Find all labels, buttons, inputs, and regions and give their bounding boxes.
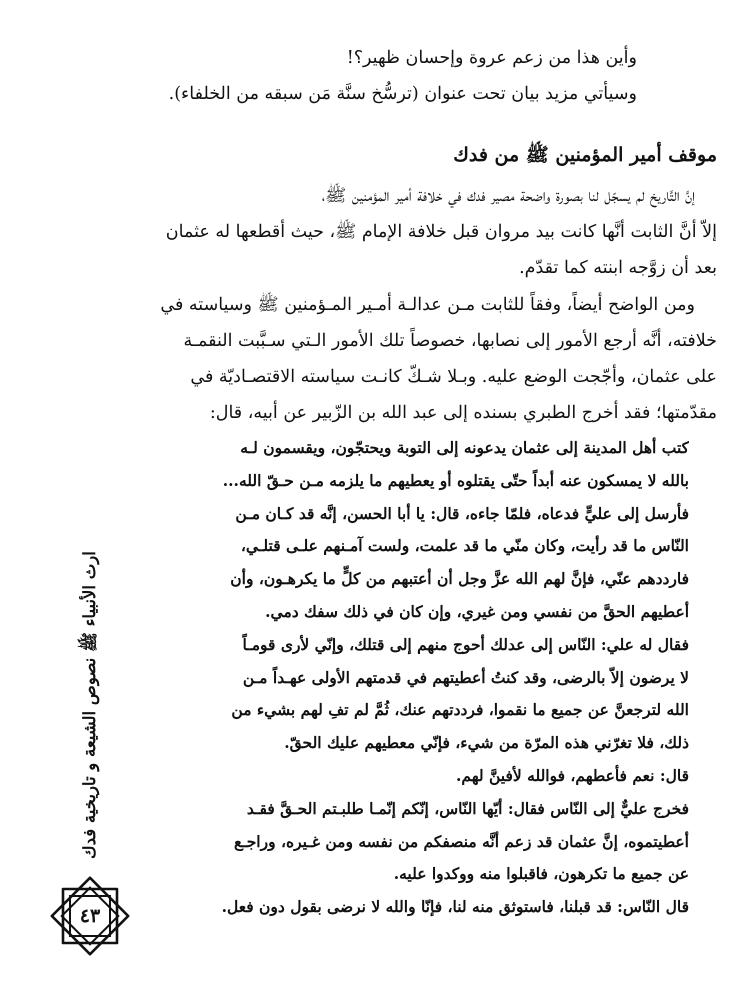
intro-text	[150, 40, 717, 112]
quote-line: فارددهم عنّي، فإنَّ لهم الله عزَّ وجل أن أعتبهم من كلٍّ ما يكرهـون، وأن	[230, 569, 689, 589]
paragraph-line: مقدّمتها؛ فقد أخرج الطبري بسنده إلى عبد الله بن الزّبير عن أبيه، قال:	[209, 403, 717, 423]
quote-line: فأرسل إلى عليٍّ فدعاه، فلمّا جاءه، قال: يا أبا الحسن، إنَّه قد كـان مـن	[235, 503, 689, 523]
page-number-badge	[47, 873, 133, 959]
quote-line: أعطيهم الحقَّ من نفسي ومن غيري، وإن كان في ذلك سفك دمي.	[265, 601, 689, 621]
page-number: ٤٣	[79, 905, 101, 927]
paragraph-line: بعد أن زوَّجه ابنته كما تقدّم.	[519, 258, 717, 278]
quote-line: أعطيتموه، إنَّ عثمان قد زعم أنَّه منصفكم من نفسه ومن غـيره، وراجـع	[233, 831, 689, 851]
quote-line: الله لترجعنَّ عن جميع ما نقموا، فرددتهم عنك، ثُمَّ لم تفِ لهم بشيء من	[231, 700, 689, 720]
quote-line: قال النّاس: قد قبلنا، فاستوثق منه لنا، فإنّا والله لا نرضى بقول دون فعل.	[221, 897, 689, 917]
running-title: ارث الأنبياء ﷺ نصوص الشيعة و تاريخية فدك	[80, 551, 99, 859]
section-heading: موقف أمير المؤمنين ﷺ من فدك	[453, 144, 717, 166]
paragraph-line: إنَّ التَّاريخ لم يسجّل لنا بصورة واضحة مصير فدك في خلافة أمير المؤمنين ﷺ،	[321, 186, 695, 206]
quote-line: كتب أهل المدينة إلى عثمان يدعونه إلى التوبة ويحتجّون، ويقسمون لـه	[240, 438, 689, 457]
intro-line: وأين هذا من زعم عروة وإحسان ظهير؟!	[346, 48, 637, 68]
paragraph-line: خلافته، أنَّه أرجع الأمور إلى نصابها، خصوصاً تلك الأمور الـتي سـبَّبت النقمـة	[183, 331, 717, 351]
intro-line: وسيأتي مزيد بيان تحت عنوان (ترسُّخ سنَّة مَن سبقه من الخلفاء).	[168, 84, 637, 104]
quote-line: قال: نعم فأعطهم، فوالله لأفينَّ لهم.	[456, 765, 689, 785]
quote-line: فقال له علي: النّاس إلى عدلك أحوج منهم إلى قتلك، وإنّي لأرى قومـاً	[242, 634, 689, 654]
paragraph-1	[150, 178, 717, 286]
paragraph-2	[150, 287, 717, 431]
quote-line: ذلك، فلا تغرّني هذه المرّة من شيء، فإنّي معطيهم عليك الحقّ.	[284, 733, 689, 753]
paragraph-line: إلاّ أنَّ الثابت أنَّها كانت بيد مروان قبل خلافة الإمام ﷺ، حيث أقطعها له عثمان	[165, 222, 717, 242]
quotation-block	[157, 432, 689, 924]
quote-line: لا يرضون إلاّ بالرضى، وقد كنتُ أعطيتهم في قدمتهم الأولى عهـداً مـن	[242, 667, 689, 687]
quote-line: عن جميع ما تكرهون، فاقبلوا منه ووكدوا عليه.	[393, 864, 689, 884]
quote-line: النّاس ما قد رأيت، وكان منّي ما قد علمت، ولست آمـنهم علـى قتلـي،	[240, 536, 689, 556]
paragraph-line: على عثمان، وأجّجت الوضع عليه. وبـلا شـكّ كانـت سياسته الاقتصـاديّة في	[190, 367, 717, 387]
quote-line: فخرج عليٌّ إلى النّاس فقال: أيّها النّاس، إنّكم إنّمـا طلبـتم الحـقَّ فقـد	[246, 798, 689, 818]
paragraph-line: ومن الواضح أيضاً، وفقاً للثابت مـن عدالـة أمـير المـؤمنين ﷺ وسياسته في	[160, 295, 695, 315]
quote-line: بالله لا يمسكون عنه أبداً حتّى يقتلوه أو يعطيهم ما يلزمه مـن حـقّ الله...	[222, 470, 689, 490]
